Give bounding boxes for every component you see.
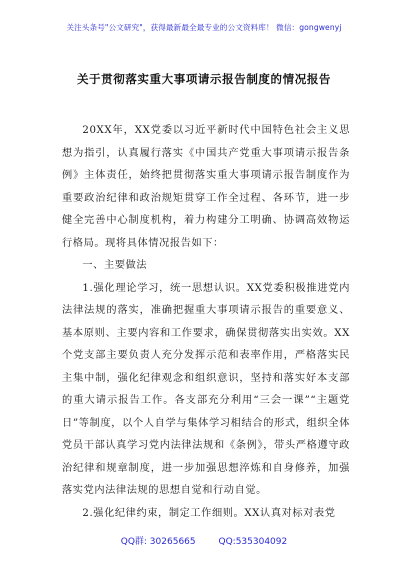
body-paragraph: 2.强化纪律约束，制定工作细则。XX认真对标对表党: [82, 507, 336, 519]
document-body: [62, 120, 350, 525]
qq-group-text: QQ群: 30265665: [120, 537, 196, 547]
promo-header: 关注头条号"公文研究"，获得最新最全最专业的公文资料库！ 微信：gongwenyj: [66, 23, 342, 32]
qq-contact-text: QQ:535304092: [218, 537, 288, 547]
document-title: 关于贯彻落实重大事项请示报告制度的情况报告: [76, 72, 332, 86]
intro-paragraph: 20XX年，XX党委以习近平新时代中国特色社会主义思想为指引，认真履行落实《中国共产党重大事项请示报告条例》主体责任，始终把贯彻落实重大事项请示报告制度作为重要政治纪律和政治规矩贯穿工作全过程、各环节，进一步健全完善中心制度机构，着力构建分工明确、协调高效物运行格局。现将具体情况报告如下：: [62, 125, 350, 249]
body-paragraph: 1.强化理论学习，统一思想认识。XX党委积极推进党内法律法规的落实，准确把握重大事项请示报告的重要意义、基本原则、主要内容和工作要求，确保贯彻落实出实效。XX个党支部主要负责人充分发挥示范和表率作用，严格落实民主集中制，强化纪律观念和组织意识，坚持和落实好本支部的重大请示报告工作。各支部充分利用“三会一课”“主题党日”等制度，以个人自学与集体学习相结合的形式，组织全体党员干部认真学习党内法律法规和《条例》，带头严格遵守政治纪律和规章制度，进一步加强思想淬炼和自身修养，加强落实党内法律法规的思想自觉和行动自觉。: [62, 282, 350, 496]
section-heading: 一、主要做法: [82, 260, 148, 271]
contact-footer: [0, 534, 408, 547]
